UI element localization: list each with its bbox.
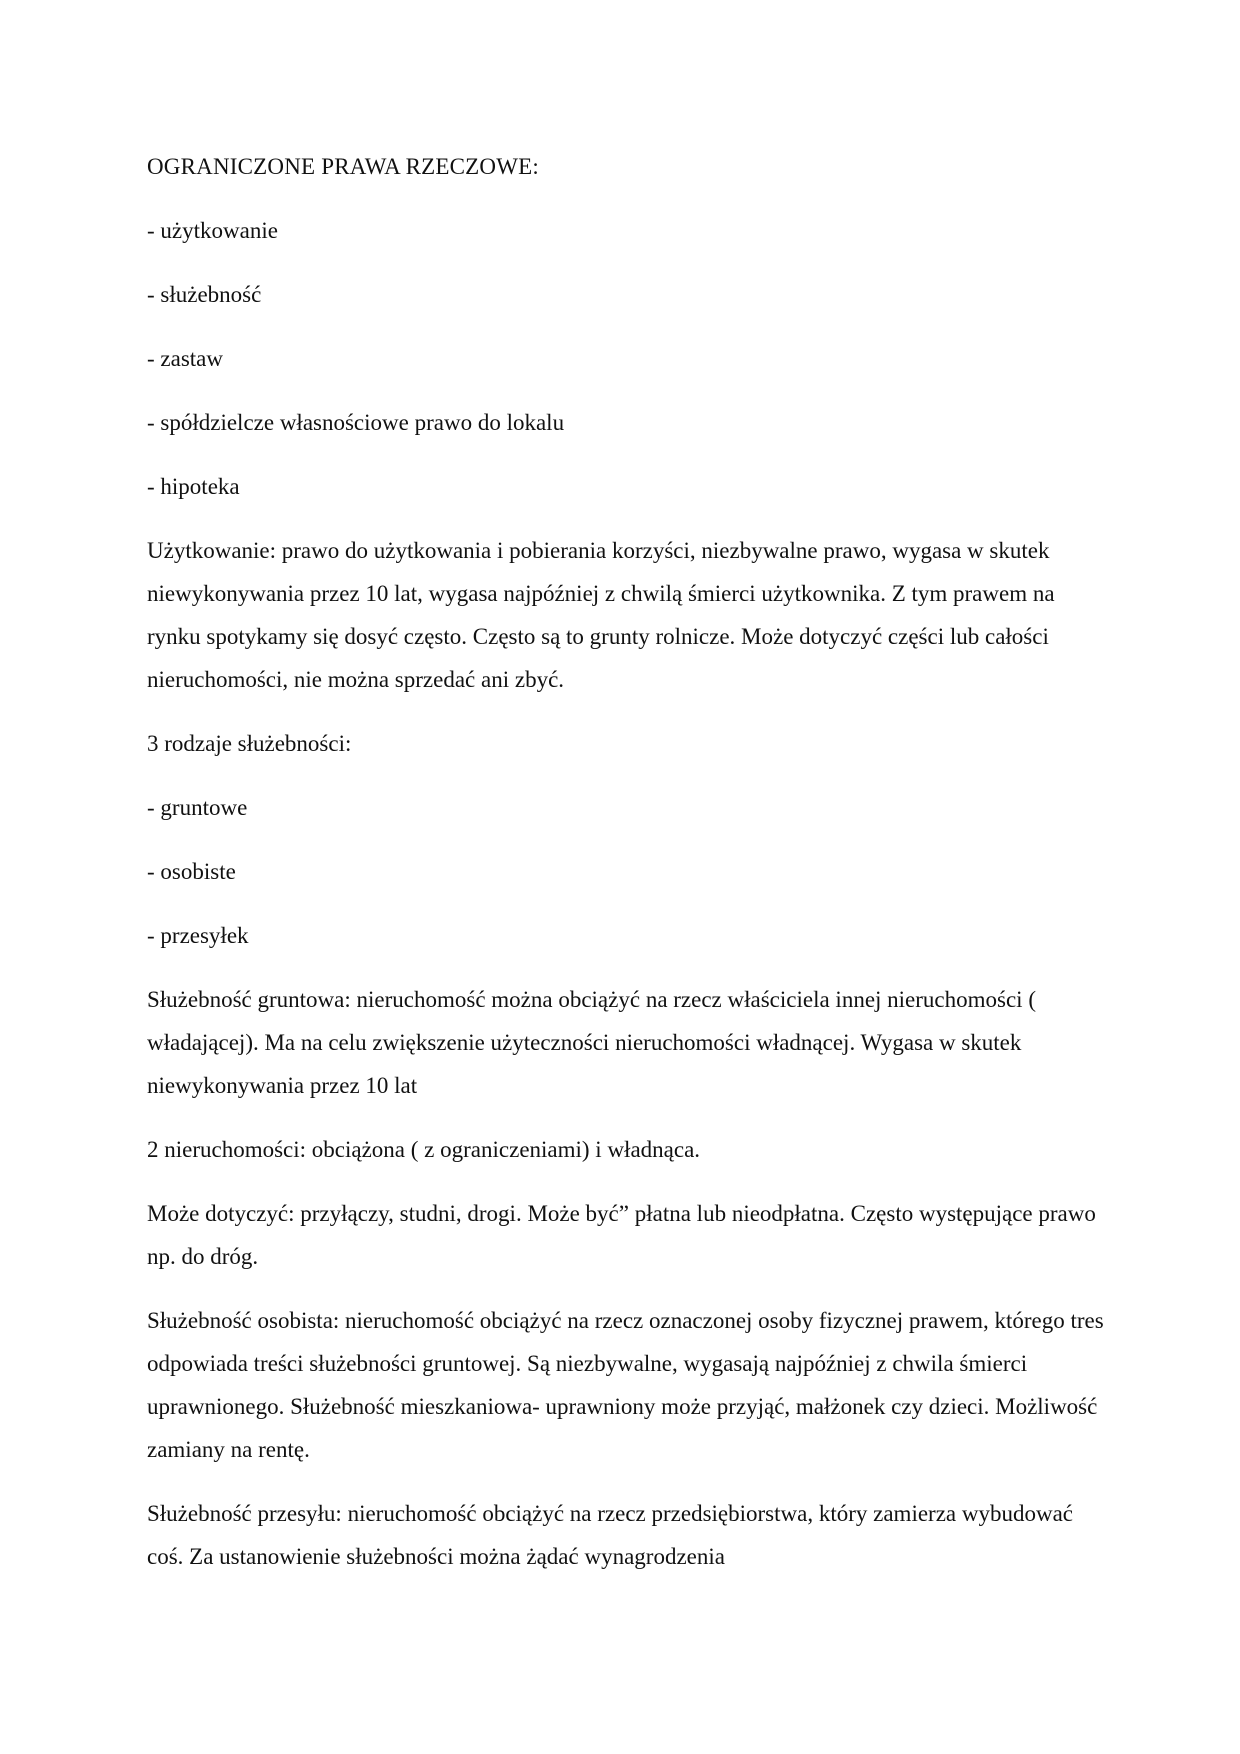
types-list-item: - przesyłek [147, 923, 249, 948]
types-list-item: - gruntowe [147, 795, 248, 820]
rights-list-item: - użytkowanie [147, 218, 278, 243]
uzytkowanie-paragraph: Użytkowanie: prawo do użytkowania i pobierania korzyści, niezbywalne prawo, wygasa w skutek niewykonywania przez 10 lat, wygasa najpóźniej z chwilą śmierci użytkownika. Z tym prawem na rynku spotykamy się dosyć często. Często są to grunty rolnicze. Może dotyczyć części lub całości nieruchomości, nie można sprzedać ani zbyć. [147, 538, 1055, 692]
osobista-paragraph: Służebność osobista: nieruchomość obciążyć na rzecz oznaczonej osoby fizycznej prawem, którego tres odpowiada treści służebności gruntowej. Są niezbywalne, wygasają najpóźniej z chwila śmierci uprawnionego. Służebność mieszkaniowa- uprawniony może przyjąć, małżonek czy dzieci. Możliwość zamiany na rentę. [147, 1308, 1104, 1462]
document-body [147, 145, 1107, 1599]
rights-list-item: - służebność [147, 282, 262, 307]
rights-list-item: - hipoteka [147, 474, 240, 499]
types-list-item: - osobiste [147, 859, 236, 884]
rights-list-item: - zastaw [147, 346, 223, 371]
types-heading: 3 rodzaje służebności: [147, 731, 352, 756]
document-title: OGRANICZONE PRAWA RZECZOWE: [147, 154, 539, 179]
przesylu-paragraph: Służebność przesyłu: nieruchomość obciążyć na rzecz przedsiębiorstwa, który zamierza wybudować coś. Za ustanowienie służebności można żądać wynagrodzenia [147, 1501, 1074, 1569]
rights-list-item: - spółdzielcze własnościowe prawo do lokalu [147, 410, 565, 435]
two-properties-paragraph: 2 nieruchomości: obciążona ( z ograniczeniami) i władnąca. [147, 1137, 701, 1162]
gruntowa-paragraph: Służebność gruntowa: nieruchomość można obciążyć na rzecz właściciela innej nieruchomości ( władającej). Ma na celu zwiększenie użyteczności nieruchomości władnącej. Wygasa w skutek niewykonywania przez 10 lat [147, 987, 1036, 1098]
may-concern-paragraph: Może dotyczyć: przyłączy, studni, drogi. Może być” płatna lub nieodpłatna. Często występujące prawo np. do dróg. [147, 1201, 1096, 1269]
